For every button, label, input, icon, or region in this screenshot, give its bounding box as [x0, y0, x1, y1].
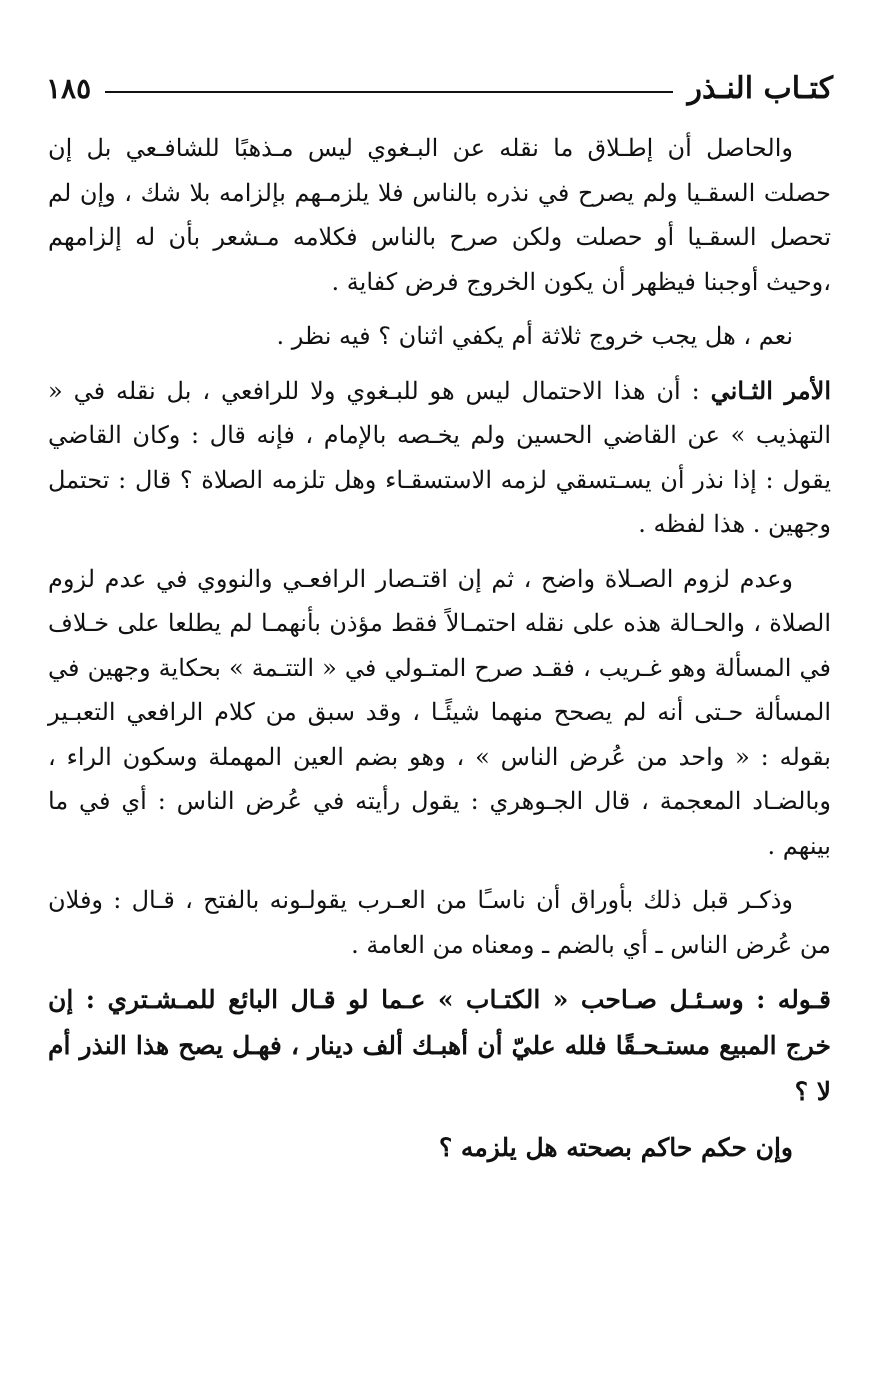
paragraph	[48, 557, 831, 869]
paragraph-quoted-question	[48, 1125, 831, 1171]
paragraph-text: وذكـر قبل ذلك بأوراق أن ناسـًا من العـرب يقولـونه بالفتح ، قـال : وفلان من عُرض الناس ـ أي بالضم ـ ومعناه من العامة .	[48, 886, 831, 959]
page-number: ١٨٥	[46, 71, 92, 105]
running-title: كتـاب النـذر	[687, 70, 833, 106]
paragraph-text: وعدم لزوم الصـلاة واضح ، ثم إن اقتـصار الرافعـي والنووي في عدم لزوم الصلاة ، والحـالة هذه على نقله احتمـالاً فقط مؤذن بأنهمـا لم يطلعا على خـلاف في المسألة وهو غـريب ، فقـد صرح المتـولي في « التتـمة » بحكاية وجهين في المسألة حـتى أنه لم يصحح منهما شيئًـا ، وقد سبق من كلام الرافعي التعبـير بقوله : « واحد من عُرض الناس » ، وهو بضم العين المهملة وسكون الراء ، وبالضـاد المعجمة ، قال الجـوهري : يقول رأيته في عُرض الناس : أي في ما بينهم .	[48, 564, 831, 860]
paragraph-text: والحاصل أن إطـلاق ما نقله عن البـغوي ليس مـذهبًا للشافـعي بل إن حصلت السقـيا ولم يصرح في نذره بالناس فلا يلزمـهم بإلزامه بلا شك ، وإن لم تحصل السقـيا أو حصلت ولكن صرح بالناس فكلامه مـشعر بأن له إلزامهم ،وحيث أوجبنا فيظهر أن يكون الخروج فرض كفاية .	[48, 134, 831, 296]
paragraph-text: قـوله : وسـئـل صـاحب « الكتـاب » عـما لو قـال البائع للمـشـتري : إن خرج المبيع مستـحـقًا فلله عليّ أن أهبـك ألف دينار ، فهـل يصح هذا النذر أم لا ؟	[48, 985, 831, 1106]
paragraph-lead: الأمر الثـاني	[710, 375, 832, 405]
paragraph-text: وإن حكم حاكم بصحته هل يلزمه ؟	[438, 1133, 793, 1162]
paragraph	[48, 878, 831, 967]
paragraph-text: نعم ، هل يجب خروج ثلاثة أم يكفي اثنان ؟ فيه نظر .	[276, 322, 793, 350]
paragraph-quoted-question	[48, 977, 831, 1115]
header-rule	[105, 91, 673, 93]
page-header	[46, 68, 833, 108]
body-text	[48, 126, 831, 1181]
paragraph-text: : أن هذا الاحتمال ليس هو للبـغوي ولا للرافعي ، بل نقله في « التهذيب » عن القاضي الحسين ولم يخـصه بالإمام ، فإنه قال : وكان القاضي يقول : إذا نذر أن يسـتسقي لزمه الاستسقـاء وهل تلزمه الصلاة ؟ قال : تحتمل وجهين . هذا لفظه .	[48, 376, 831, 538]
paragraph	[48, 126, 831, 304]
paragraph	[48, 314, 831, 359]
paragraph	[48, 369, 831, 547]
